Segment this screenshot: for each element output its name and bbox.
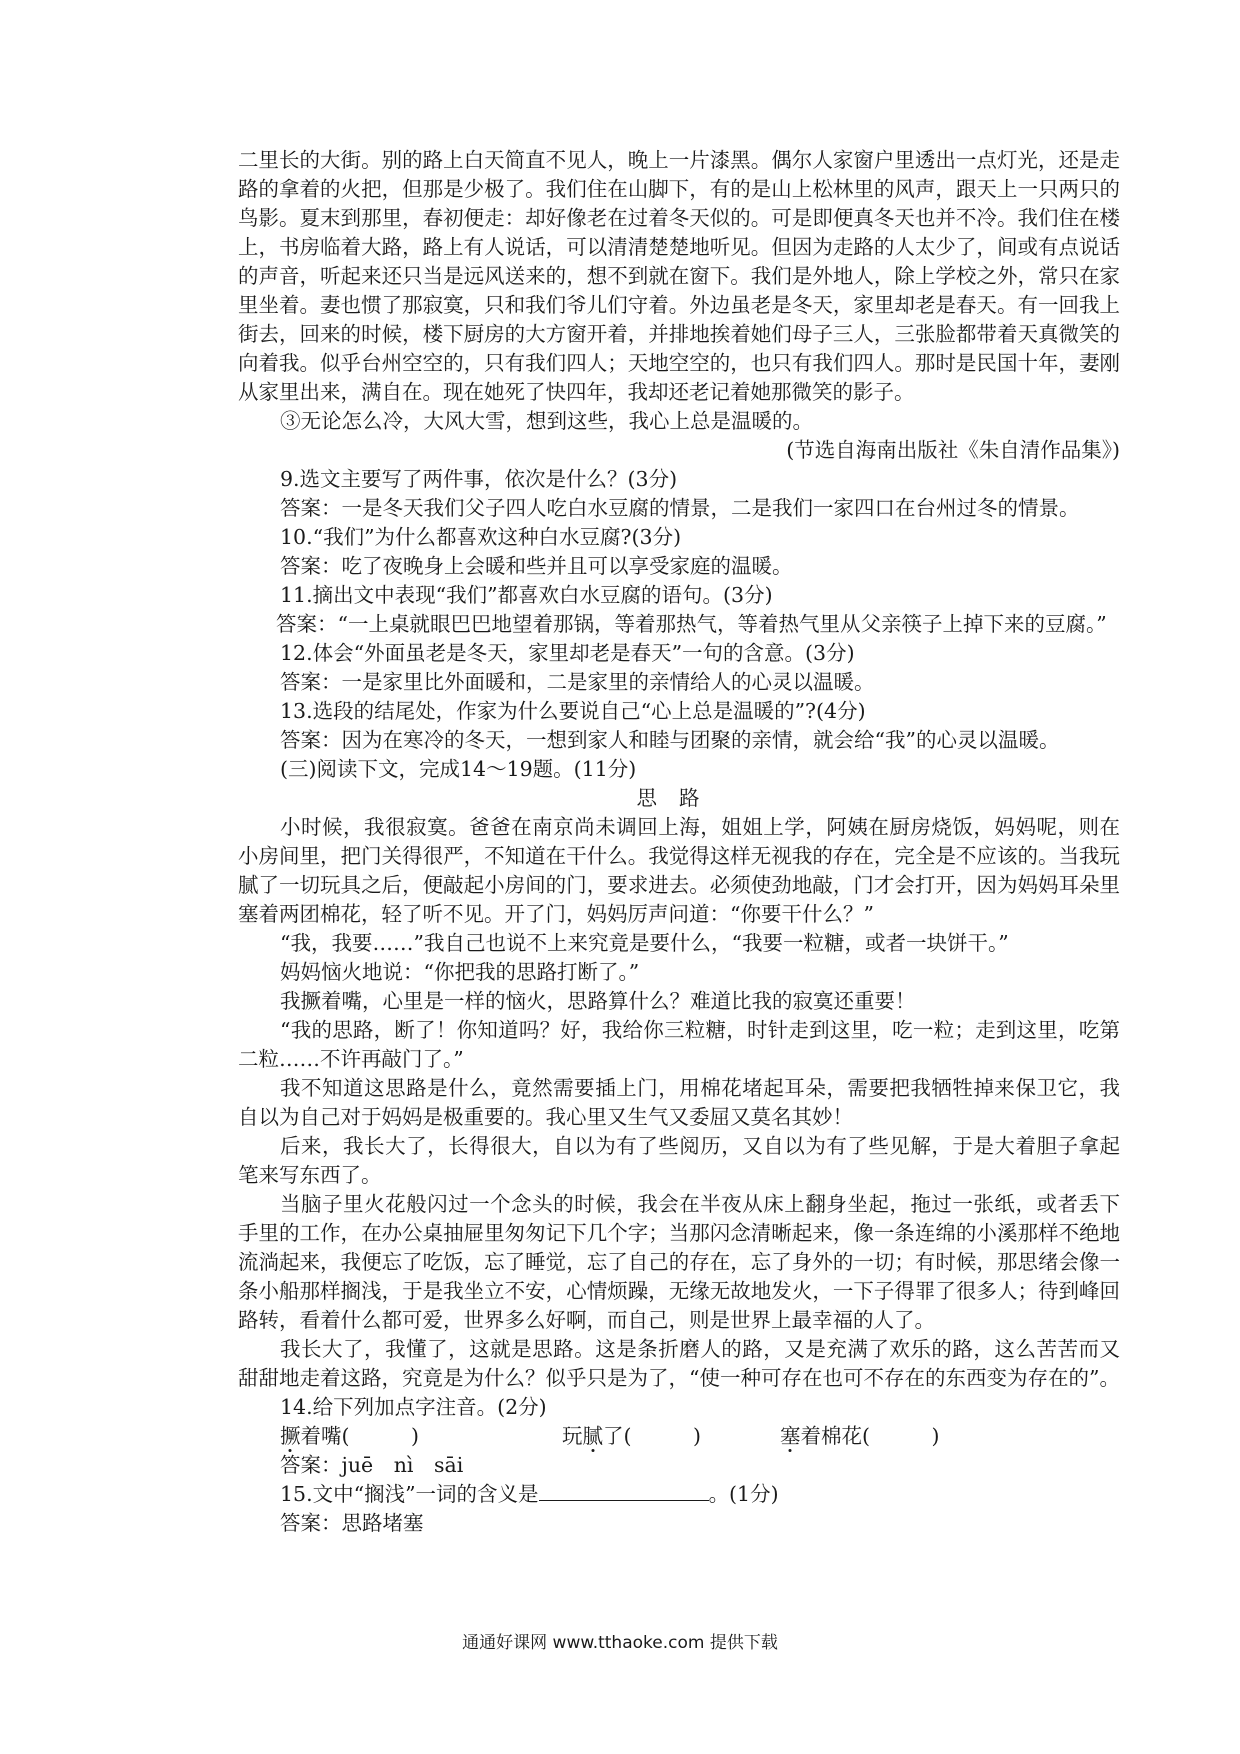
passage1-paragraph: 二里长的大街。别的路上白天简直不见人，晚上一片漆黑。偶尔人家窗户里透出一点灯光，还是走路的拿着的火把，但那是少极了。我们住在山脚下，有的是山上松林里的风声，跟天上一只两只的鸟影。夏末到那里，春初便走：却好像老在过着冬天似的。可是即便真冬天也并不冷。我们住在楼上，书房临着大路，路上有人说话，可以清清楚楚地听见。但因为走路的人太少了，间或有点说话的声音，听起来还只当是远风送来的，想不到就在窗下。我们是外地人，除上学校之外，常只在家里坐着。妻也惯了那寂寞，只和我们爷儿们守着。外边虽老是冬天，家里却老是春天。有一回我上街去，回来的时候，楼下厨房的大方窗开着，并排地挨着她们母子三人，三张脸都带着天真微笑的向着我。似乎台州空空的，只有我们四人；天地空空的，也只有我们四人。那时是民国十年，妻刚从家里出来，满自在。现在她死了快四年，我却还老记着她那微笑的影子。 [238,148,1120,404]
q14-item [280,1422,562,1451]
answer-15: 答案：思路堵塞 [280,1511,424,1535]
passage2-paragraph: 我不知道这思路是什么，竟然需要插上门，用棉花堵起耳朵，需要把我牺牲掉来保卫它，我自以为自己对于妈妈是极重要的。我心里又生气又委屈又莫名其妙！ [238,1076,1120,1129]
passage2-paragraph: 小时候，我很寂寞。爸爸在南京尚未调回上海，姐姐上学，阿姨在厨房烧饭，妈妈呢，则在小房间里，把门关得很严，不知道在干什么。我觉得这样无视我的存在，完全是不应该的。当我玩腻了一切玩具之后，便敲起小房间的门，要求进去。必须使劲地敲，门才会打开，因为妈妈耳朵里塞着两团棉花，轻了听不见。开了门，妈妈厉声问道：“你要干什么？” [238,815,1120,926]
q14-item [780,1422,940,1451]
question-10: 10.“我们”为什么都喜欢这种白水豆腐?(3分) [280,525,682,549]
answer-12: 答案：一是家里比外面暖和，二是家里的亲情给人的心灵以温暖。 [280,670,875,694]
passage2-paragraph: “我的思路，断了！你知道吗？好，我给你三粒糖，时针走到这里，吃一粒；走到这里，吃第二粒……不许再敲门了。” [238,1018,1120,1071]
answer-10: 答案：吃了夜晚身上会暖和些并且可以享受家庭的温暖。 [280,554,793,578]
answer-9: 答案：一是冬天我们父子四人吃白水豆腐的情景，二是我们一家四口在台州过冬的情景。 [280,496,1080,520]
answer-blank [539,1480,709,1501]
passage2-paragraph: 后来，我长大了，长得很大，自以为有了些阅历，又自以为有了些见解，于是大着胆子拿起笔来写东西了。 [238,1134,1120,1187]
answer-13: 答案：因为在寒冷的冬天，一想到家人和睦与团聚的亲情，就会给“我”的心灵以温暖。 [280,728,1060,752]
q14-item-post: 着嘴( ) [300,1424,419,1448]
question-13: 13.选段的结尾处，作家为什么要说自己“心上总是温暖的”?(4分) [280,699,866,723]
document-body [238,146,1120,1538]
q15-text: 15.文中“搁浅”一词的含义是 [280,1482,539,1506]
questions-block-1 [238,465,1120,755]
q14-item-dotted-char: 塞 [780,1424,801,1448]
section3-heading: (三)阅读下文，完成14～19题。(11分) [280,757,637,781]
question-12: 12.体会“外面虽老是冬天，家里却老是春天”一句的含意。(3分) [280,641,855,665]
passage2 [238,813,1120,1393]
q15-score: 。(1分) [708,1482,779,1506]
passage2-paragraph: “我，我要……”我自己也说不上来究竟是要什么，“我要一粒糖，或者一块饼干。” [280,931,1009,955]
answer-14: 答案：juē nì sāi [280,1453,464,1477]
question-14-items [238,1422,1120,1451]
answer-11: 答案：“一上桌就眼巴巴地望着那锅，等着那热气，等着热气里从父亲筷子上掉下来的豆腐。” [276,612,1107,636]
passage1-paragraph3: ③无论怎么冷，大风大雪，想到这些，我心上总是温暖的。 [280,409,813,433]
passage2-paragraph: 我长大了，我懂了，这就是思路。这是条折磨人的路，又是充满了欢乐的路，这么苦苦而又甜甜地走着这路，究竟是为什么？似乎只是为了，“使一种可存在也可不存在的东西变为存在的”。 [238,1337,1120,1390]
passage2-paragraph: 当脑子里火花般闪过一个念头的时候，我会在半夜从床上翻身坐起，拖过一张纸，或者丢下手里的工作，在办公桌抽屉里匆匆记下几个字；当那闪念清晰起来，像一条连绵的小溪那样不绝地流淌起来，我便忘了吃饭，忘了睡觉，忘了自己的存在，忘了身外的一切；有时候，那思绪会像一条小船那样搁浅，于是我坐立不安，心情烦躁，无缘无故地发火，一下子得罪了很多人；待到峰回路转，看着什么都可爱，世界多么好啊，而自己，则是世界上最幸福的人了。 [238,1192,1120,1332]
q14-item-post: 着棉花( ) [800,1424,940,1448]
page-footer: 通通好课网 www.tthaoke.com 提供下载 [462,1633,778,1653]
question-15 [238,1480,1120,1509]
question-14: 14.给下列加点字注音。(2分) [280,1395,547,1419]
passage1-source: (节选自海南出版社《朱自清作品集》) [786,438,1120,462]
question-11: 11.摘出文中表现“我们”都喜欢白水豆腐的语句。(3分) [280,583,773,607]
q14-item-post: 了( ) [603,1424,701,1448]
q14-item [562,1422,780,1451]
q14-item-dotted-char: 腻 [582,1424,603,1448]
q14-item-dotted-char: 撅 [280,1424,301,1448]
passage2-paragraph: 妈妈恼火地说：“你把我的思路打断了。” [280,960,640,984]
q14-item-pre: 玩 [562,1424,583,1448]
passage2-title: 思路 [636,786,722,810]
passage2-paragraph: 我撅着嘴，心里是一样的恼火，思路算什么？难道比我的寂寞还重要！ [280,989,916,1013]
question-9: 9.选文主要写了两件事，依次是什么？(3分) [280,467,678,491]
